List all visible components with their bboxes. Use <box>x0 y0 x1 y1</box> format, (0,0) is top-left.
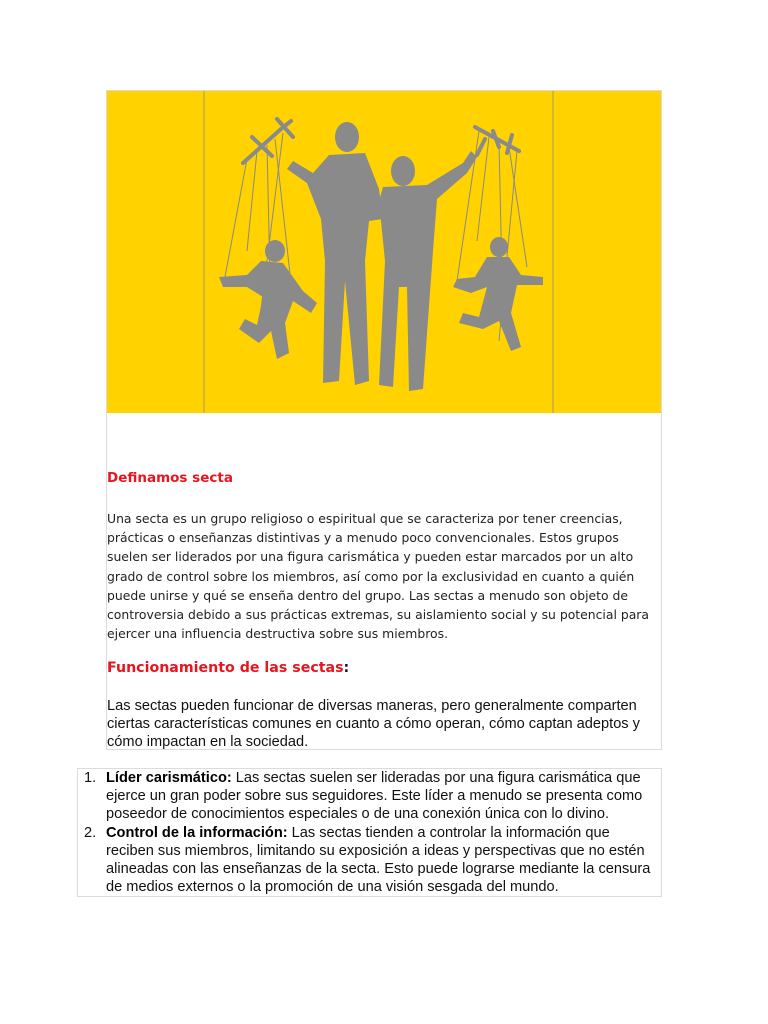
right-puppet-silhouette <box>453 237 543 351</box>
list-item-text: Las sectas tienden a controlar la información que reciben sus miembros, limitando su exposición a ideas y perspectivas que no estén alineadas con las enseñanzas de la secta. Esto puede lograrse mediante la censura de medios externos o la promoción de una visión sesgada del mundo. <box>106 824 651 896</box>
heading-funcionamiento <box>107 660 349 676</box>
list-number: 1. <box>84 770 97 786</box>
heading-colon: : <box>343 660 350 676</box>
definition-paragraph: Una secta es un grupo religioso o espiritual que se caracteriza por tener creencias, prácticas o enseñanzas distintivas y a menudo poco convencionales. Estos grupos suelen ser liderados por una figura carismática y pueden estar marcados por un alto grado de control sobre los miembros, así como por la exclusividad en cuanto a quién puede unirse y qué se enseña dentro del grupo. Las sectas a menudo son objeto de controversia debido a sus prácticas extremas, su aislamiento social y su potencial para ejercer una influencia destructiva sobre sus miembros. <box>107 511 649 642</box>
funcionamiento-paragraph: Las sectas pueden funcionar de diversas maneras, pero generalmente comparten ciertas características comunes en cuanto a cómo operan, cómo captan adeptos y cómo impactan en la sociedad. <box>107 698 640 751</box>
left-puppet-silhouette <box>219 240 317 359</box>
list-item-title: Control de la información: <box>106 824 288 841</box>
list-item-title: Líder carismático: <box>106 770 232 786</box>
heading-funcionamiento-text: Funcionamiento de las sectas <box>107 660 344 676</box>
list-number: 2. <box>84 824 97 841</box>
puppet-illustration <box>107 91 661 413</box>
characteristics-list <box>78 769 661 896</box>
silhouettes <box>219 119 543 391</box>
content-card <box>106 90 662 750</box>
left-man-silhouette <box>287 122 383 385</box>
list-item <box>78 769 661 824</box>
list-item <box>78 824 661 897</box>
right-man-silhouette <box>379 151 477 391</box>
heading-definamos-secta: Definamos secta <box>107 470 233 486</box>
puppet-banner-image <box>107 91 661 413</box>
left-cross-control <box>243 119 293 163</box>
numbered-list-box <box>77 768 662 897</box>
list-item-text: Las sectas suelen ser lideradas por una figura carismática que ejerce un gran poder sobre sus seguidores. Este líder a menudo se presenta como poseedor de conocimientos especiales o de una conexión única con lo divino. <box>106 770 643 823</box>
right-cross-control <box>475 127 519 155</box>
